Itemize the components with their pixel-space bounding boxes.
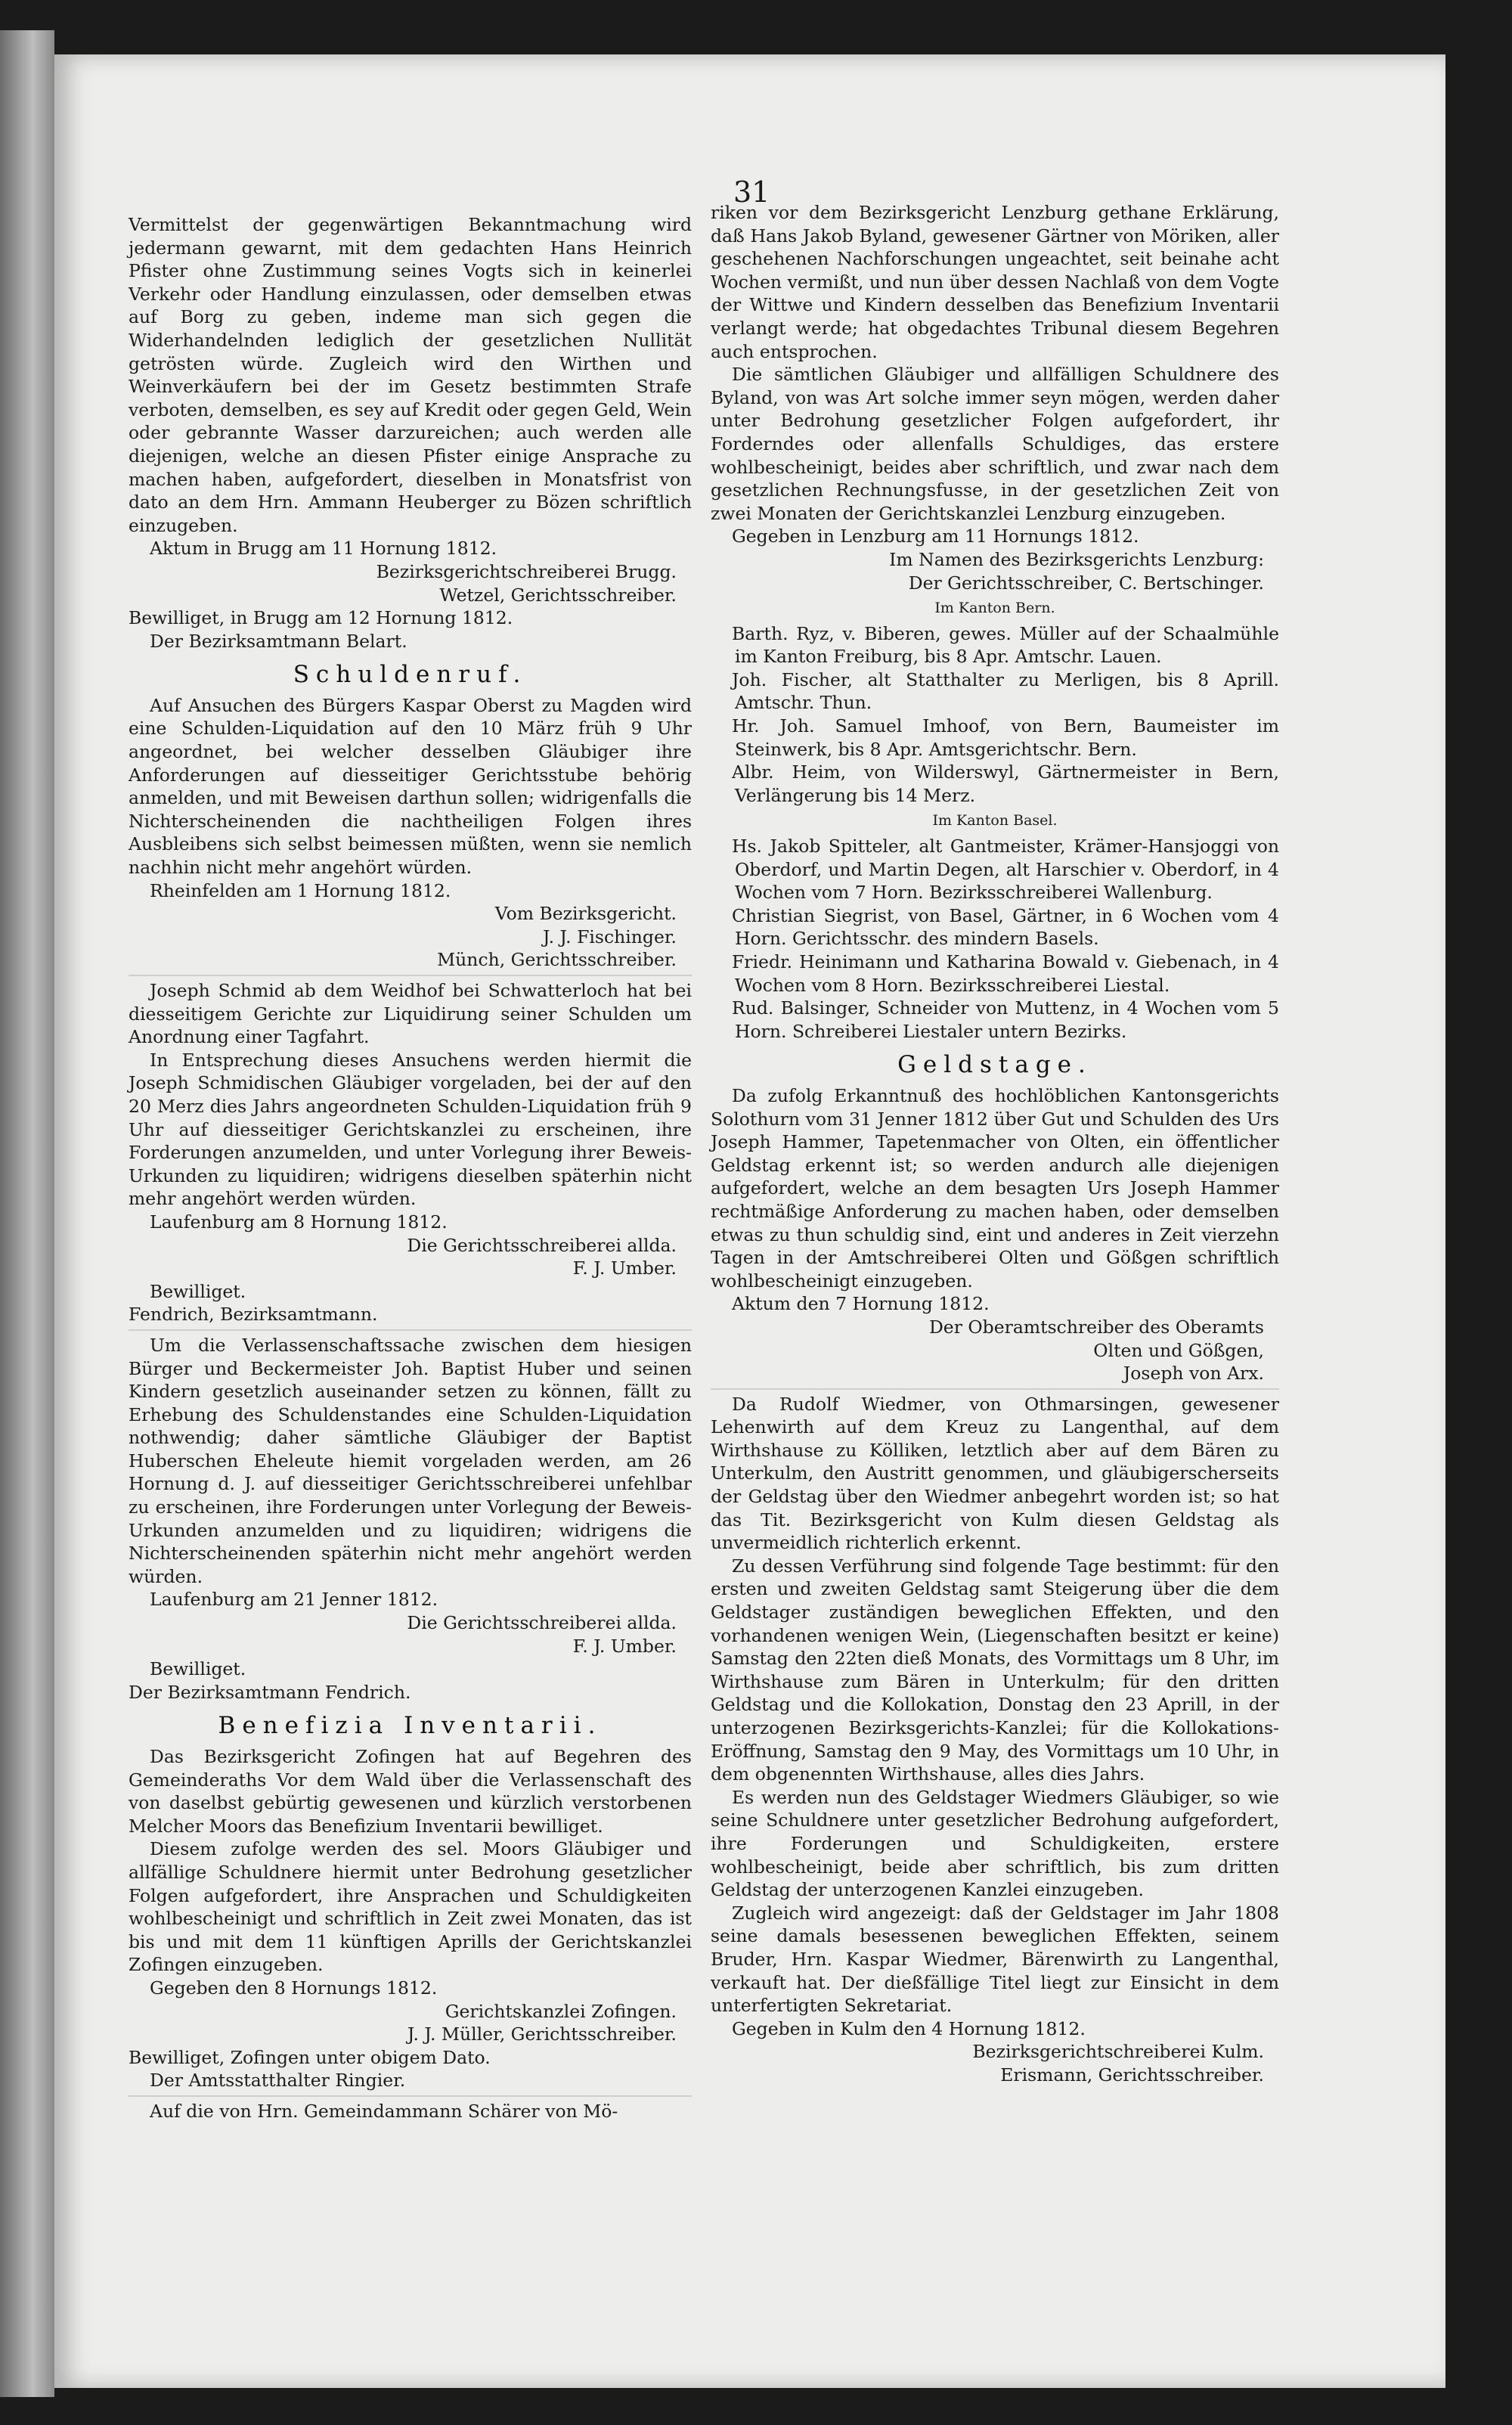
signature-line: Olten und Gößgen, (1093, 1339, 1264, 1361)
left-column (129, 213, 692, 2123)
date-line: Aktum den 7 Hornung 1812. (732, 1293, 990, 1315)
section-divider (711, 1388, 1279, 1390)
section-heading: Schuldenruf. (293, 661, 528, 689)
date-line: Gegeben in Kulm den 4 Hornung 1812. (732, 2017, 1086, 2039)
page-number: 31 (733, 175, 770, 209)
paragraph: Hs. Jakob Spitteler, alt Gantmeister, Krämer-Hansjoggi von Oberdorf, und Martin Degen, alt Harschier v. Oberdorf, in 4 Wochen vom 7 Horn. Bezirksschreiberei Wallenburg. (732, 836, 1279, 904)
date-line: Aktum in Brugg am 11 Hornung 1812. (150, 538, 497, 560)
signature-line: Der Oberamtschreiber des Oberamts (928, 1316, 1264, 1338)
paragraph: Es werden nun des Geldstager Wiedmers Gläubiger, so wie seine Schuldnere unter gesetzlicher Bedrohung aufgefordert, ihre Forderungen und Schuldigkeiten, erstere wohlbescheinigt, beide aber schriftlich, bis zum dritten Geldstag der unterzogenen Kanzlei einzugeben. (711, 1786, 1279, 1901)
signature-line: Vom Bezirksgericht. (494, 903, 677, 925)
paragraph: Diesem zufolge werden des sel. Moors Gläubiger und allfällige Schuldnere hiermit unter Bedrohung gesetzlicher Folgen aufgefordert, ihre Ansprachen und Schuldigkeiten wohlbescheinigt und schriftlich in Zeit zwei Monaten, das ist bis und mit dem 11 künftigen Aprills der Gerichtskanzlei Zofingen einzugeben. (129, 1838, 692, 1976)
date-line: Bewilliget. (150, 1280, 246, 1302)
paragraph: Auf Ansuchen des Bürgers Kaspar Oberst zu Magden wird eine Schulden-Liquidation auf den 10 März früh 9 Uhr angeordnet, bei welcher desselben Gläubiger ihre Anforderungen auf diesseitiger Gerichtsstube behörig anmelden, und mit Beweisen darthun sollen; widrigenfalls die Nichterscheinenden die nachtheiligen Folgen ihres Ausbleibens sich selbst beimessen müßten, wenn sie nemlich nachhin nicht mehr angehört würden. (129, 694, 692, 879)
paragraph: Barth. Ryz, v. Biberen, gewes. Müller auf der Schaalmühle im Kanton Freiburg, bis 8 Apr. Amtschr. Lauen. (732, 622, 1279, 668)
signature-line: Joseph von Arx. (1123, 1363, 1264, 1385)
paragraph: Der Bezirksamtmann Fendrich. (129, 1681, 411, 1703)
date-line: Laufenburg am 8 Hornung 1812. (150, 1211, 448, 1233)
signature-line: Bezirksgerichtschreiberei Kulm. (972, 2041, 1264, 2063)
paragraph: Da zufolg Erkanntnuß des hochlöblichen Kantonsgerichts Solothurn vom 31 Jenner 1812 über Gut und Schulden des Urs Joseph Hammer, Tapetenmacher von Olten, ein öffentlicher Geldstag erkennt ist; so werden andurch alle diejenigen aufgefordert, welche an dem besagten Urs Joseph Hammer rechtmäßige Anforderung zu machen haben, oder demselben etwas zu thun schuldig sind, eint und anderes in Zeit vierzehn Tagen in der Amtschreiberei Olten und Gößgen schriftlich wohlbescheinigt einzugeben. (711, 1084, 1279, 1292)
page-left-edge (0, 30, 54, 2397)
signature-line: Die Gerichtsschreiberei allda. (407, 1234, 677, 1256)
signature-line: Wetzel, Gerichtsschreiber. (439, 584, 677, 606)
signature-line: Der Gerichtsschreiber, C. Bertschinger. (908, 572, 1264, 594)
section-divider (129, 975, 692, 976)
signature-line: F. J. Umber. (572, 1635, 677, 1657)
signature-line: Erismann, Gerichtsschreiber. (1000, 2064, 1264, 2085)
signature-line: F. J. Umber. (572, 1257, 677, 1279)
paragraph: Christian Siegrist, von Basel, Gärtner, in 6 Wochen vom 4 Horn. Gerichtsschr. des mindern Basels. (732, 904, 1279, 950)
signature-line: Gerichtskanzlei Zofingen. (445, 2000, 677, 2022)
signature-line: Im Namen des Bezirksgerichts Lenzburg: (889, 548, 1264, 570)
paragraph: Zugleich wird angezeigt: daß der Geldstager im Jahr 1808 seine damals besessenen beweglichen Effekten, seinem Bruder, Hrn. Kaspar Wiedmer, Bärenwirth zu Langenthal, verkauft hat. Der dießfällige Titel liegt zur Einsicht in dem unterfertigten Sekretariat. (711, 1902, 1279, 2017)
paragraph: Bewilliget, Zofingen unter obigem Dato. (129, 2046, 491, 2068)
signature-line: J. J. Müller, Gerichtsschreiber. (407, 2023, 677, 2045)
date-line: Bewilliget. (150, 1658, 246, 1680)
date-line: Rheinfelden am 1 Hornung 1812. (150, 879, 451, 901)
section-divider (129, 2095, 692, 2097)
paragraph: Die sämtlichen Gläubiger und allfälligen Schuldnere des Byland, von was Art solche immer seyn mögen, werden daher unter Bedrohung gesetzlicher Folgen aufgefordert, ihr Forderndes oder allenfalls Schuldiges, das erstere wohlbescheinigt, beides aber schriftlich, und zwar nach dem gesetzlichen Rechnungsfusse, in der gesetzlichen Zeit von zwei Monaten der Gerichtskanzlei Lenzburg einzugeben. (711, 364, 1279, 524)
signature-line: Die Gerichtsschreiberei allda. (407, 1612, 677, 1634)
date-line: Laufenburg am 21 Jenner 1812. (150, 1589, 438, 1611)
paragraph: Fendrich, Bezirksamtmann. (129, 1304, 378, 1326)
canton-label: Im Kanton Bern. (934, 600, 1055, 617)
paragraph: riken vor dem Bezirksgericht Lenzburg gethane Erklärung, daß Hans Jakob Byland, gewesener Gärtner von Möriken, aller geschehenen Nachforschungen ungeachtet, seit beinahe acht Wochen vermißt, und nun über dessen Nachlaß von dem Vogte der Wittwe und Kindern desselben das Benefizium Inventarii verlangt werde; hat obgedachtes Tribunal diesem Begehren auch entsprochen. (711, 202, 1279, 362)
section-divider (129, 1329, 692, 1331)
paragraph: Rud. Balsinger, Schneider von Muttenz, in 4 Wochen vom 5 Horn. Schreiberei Liestaler untern Bezirks. (732, 997, 1279, 1042)
date-line: Gegeben in Lenzburg am 11 Hornungs 1812. (732, 526, 1139, 547)
right-column (711, 201, 1279, 2087)
paragraph: Joh. Fischer, alt Statthalter zu Merligen, bis 8 Aprill. Amtschr. Thun. (732, 668, 1279, 714)
paragraph: In Entsprechung dieses Ansuchens werden hiermit die Joseph Schmidischen Gläubiger vorgeladen, bei der auf den 20 Merz dies Jahrs angeordneten Schulden-Liquidation früh 9 Uhr auf diesseitiger Gerichtskanzlei zu erscheinen, ihre Forderungen anzumelden, und unter Vorlegung ihrer Beweis-Urkunden zu liquidiren; widrigens dieselben späterhin nicht mehr angehört werden würden. (129, 1049, 692, 1210)
canton-label: Im Kanton Basel. (932, 812, 1058, 830)
paragraph: Hr. Joh. Samuel Imhoof, von Bern, Baumeister im Steinwerk, bis 8 Apr. Amtsgerichtschr. Bern. (732, 715, 1279, 760)
paragraph: Zu dessen Verführung sind folgende Tage bestimmt: für den ersten und zweiten Geldstag samt Steigerung über die dem Geldstager zuständigen beweglichen Effekten, und den vorhandenen wenigen Wein, (Liegenschaften besitzt er keine) Samstag den 22ten dieß Monats, des Vormittags um 8 Uhr, im Wirthshause zum Bären in Unterkulm; für den dritten Geldstag und die Kollokation, Donstag den 23 Aprill, in der unterzogenen Bezirksgerichts-Kanzlei; für die Kollokations-Eröffnung, Samstag den 9 May, des Vormittags um 10 Uhr, in dem obgenennten Wirthshause, alles dies Jahrs. (711, 1555, 1279, 1785)
paragraph: Da Rudolf Wiedmer, von Othmarsingen, gewesener Lehenwirth auf dem Kreuz zu Langenthal, auf dem Wirthshause zu Kölliken, letztlich aber auf dem Bären zu Unterkulm, den Austritt genommen, und gläubigerscherseits der Geldstag über den Wiedmer anbegehrt worden ist; so hat das Tit. Bezirksgericht von Kulm diesen Geldstag als unvermeidlich richterlich erkennt. (711, 1393, 1279, 1554)
signature-line: J. J. Fischinger. (543, 926, 677, 947)
paragraph: Um die Verlassenschaftssache zwischen dem hiesigen Bürger und Beckermeister Joh. Baptist Huber und seinen Kindern gesetzlich auseinander setzen zu können, fällt zu Erhebung des Schuldenstandes eine Schulden-Liquidation nothwendig; daher sämtliche Gläubiger der Baptist Huberschen Eheleute hiemit vorgeladen werden, am 26 Hornung d. J. auf diesseitiger Gerichtsschreiberei unfehlbar zu erscheinen, ihre Forderungen unter Vorlegung der Beweis-Urkunden anzumelden und zu liquidiren; widrigens die Nichterscheinenden späterhin nicht mehr angehört werden würden. (129, 1334, 692, 1587)
section-heading: Benefizia Inventarii. (218, 1712, 603, 1740)
section-heading: Geldstage. (897, 1051, 1092, 1079)
signature-line: Münch, Gerichtsschreiber. (437, 949, 677, 971)
date-line: Der Bezirksamtmann Belart. (150, 630, 407, 652)
date-line: Der Amtsstatthalter Ringier. (150, 2070, 406, 2092)
date-line: Gegeben den 8 Hornungs 1812. (150, 1977, 438, 1999)
paragraph: Joseph Schmid ab dem Weidhof bei Schwatterloch hat bei diesseitigem Gerichte zur Liquidirung seiner Schulden um Anordnung einer Tagfahrt. (129, 980, 692, 1048)
paragraph: Vermittelst der gegenwärtigen Bekanntmachung wird jedermann gewarnt, mit dem gedachten Hans Heinrich Pfister ohne Zustimmung seines Vogts sich in keinerlei Verkehr oder Handlung einzulassen, oder demselben etwas auf Borg zu geben, indeme man sich gegen die Widerhandelnden lediglich der gesetzlichen Nullität getrösten würde. Zugleich wird den Wirthen und Weinverkäufern bei der im Gesetz bestimmten Strafe verboten, demselben, es sey auf Kredit oder gegen Geld, Wein oder gebrannte Wasser darzureichen; auch werden alle diejenigen, welche an diesen Pfister einige Ansprache zu machen haben, aufgefordert, dieselben in Monatsfrist von dato an dem Hrn. Ammann Heuberger zu Bözen schriftlich einzugeben. (129, 214, 692, 536)
paragraph: Das Bezirksgericht Zofingen hat auf Begehren des Gemeinderaths Vor dem Wald über die Verlassenschaft des von daselbst gebürtig gewesenen und kürzlich verstorbenen Melcher Moors das Benefizium Inventarii bewilliget. (129, 1746, 692, 1837)
paragraph: Friedr. Heinimann und Katharina Bowald v. Giebenach, in 4 Wochen vom 8 Horn. Bezirksschreiberei Liestal. (732, 951, 1279, 996)
paragraph: Auf die von Hrn. Gemeindammann Schärer von Mö- (150, 2100, 618, 2122)
paragraph: Albr. Heim, von Wilderswyl, Gärtnermeister in Bern, Verlängerung bis 14 Merz. (732, 761, 1279, 806)
paragraph: Bewilliget, in Brugg am 12 Hornung 1812. (129, 607, 513, 629)
signature-line: Bezirksgerichtschreiberei Brugg. (376, 560, 677, 582)
